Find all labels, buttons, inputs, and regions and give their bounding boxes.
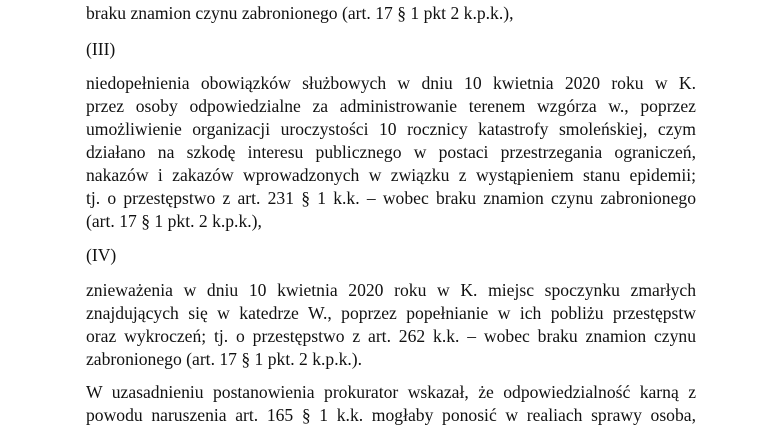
paragraph-line: nakazów i zakazów wprowadzonych w związku z wystąpieniem stanu epidemii;	[86, 165, 696, 185]
paragraph-line: przez osoby odpowiedzialne za administrowanie terenem wzgórza w., poprzez	[86, 96, 696, 116]
section-heading-iv: (IV)	[86, 245, 117, 265]
paragraph-line: znajdujących się w katedrze W., poprzez popełnianie w ich pobliżu przestępstw	[86, 303, 696, 323]
paragraph-line: oraz wykroczeń; tj. o przestępstwo z art. 262 k.k. – wobec braku znamion czynu	[86, 326, 696, 346]
paragraph-line: W uzasadnieniu postanowienia prokurator wskazał, że odpowiedzialność karną z	[86, 382, 696, 402]
paragraph-line: działano na szkodę interesu publicznego w postaci przestrzegania ograniczeń,	[86, 142, 696, 162]
paragraph-line: znieważenia w dniu 10 kwietnia 2020 roku w K. miejsc spoczynku zmarłych	[86, 280, 696, 300]
paragraph-line: zabronionego (art. 17 § 1 pkt. 2 k.p.k.).	[86, 349, 363, 369]
paragraph-line: braku znamion czynu zabronionego (art. 17 § 1 pkt 2 k.p.k.),	[86, 3, 514, 23]
paragraph-line: tj. o przestępstwo z art. 231 § 1 k.k. – wobec braku znamion czynu zabronionego	[86, 188, 696, 208]
paragraph-line: (art. 17 § 1 pkt. 2 k.p.k.),	[86, 211, 262, 231]
paragraph-line: umożliwienie organizacji uroczystości 10 rocznicy katastrofy smoleńskiej, czym	[86, 119, 696, 139]
paragraph-line: powodu naruszenia art. 165 § 1 k.k. mogłaby ponosić w realiach sprawy osoba,	[86, 405, 696, 425]
paragraph-line: niedopełnienia obowiązków służbowych w dniu 10 kwietnia 2020 roku w K.	[86, 73, 696, 93]
section-heading-iii: (III)	[86, 39, 116, 59]
